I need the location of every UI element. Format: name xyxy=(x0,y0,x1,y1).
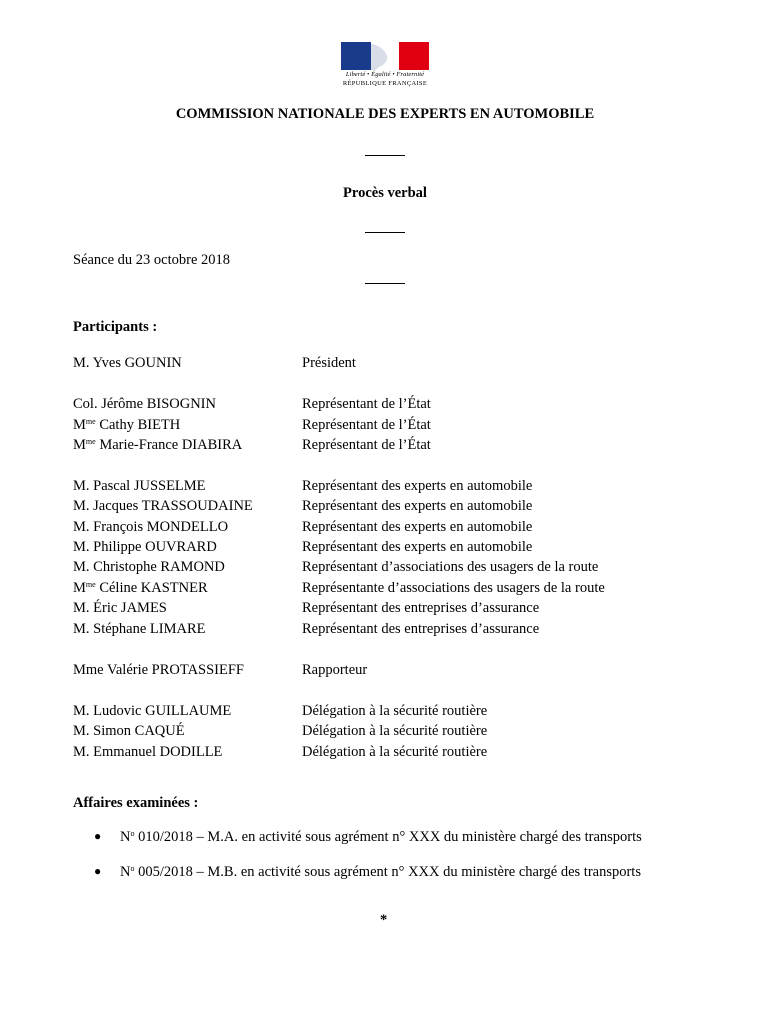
logo-motto: Liberté • Égalité • Fraternité xyxy=(345,71,425,78)
participant-name xyxy=(73,437,242,454)
participant-row xyxy=(73,559,693,579)
participant-full-name: Jacques TRASSOUDAINE xyxy=(93,498,253,514)
participant-name xyxy=(73,519,228,536)
participant-title-prefix: M xyxy=(73,417,86,433)
participant-title-prefix: M xyxy=(73,437,86,453)
document-subtitle: Procès verbal xyxy=(343,185,427,201)
participant-full-name: Ludovic GUILLAUME xyxy=(93,703,232,719)
participant-name xyxy=(73,703,231,720)
participant-role: Représentant des entreprises d’assurance xyxy=(302,600,540,616)
participant-title-prefix: Col. xyxy=(73,396,102,412)
participant-title-prefix: M. xyxy=(73,744,94,760)
participant-title-superscript: me xyxy=(85,437,96,446)
participant-name xyxy=(73,621,206,638)
participant-title-prefix: M. xyxy=(73,723,94,739)
participant-row xyxy=(73,417,693,437)
participants-heading: Participants : xyxy=(73,319,158,335)
participant-row xyxy=(73,703,693,723)
participant-full-name: Jérôme BISOGNIN xyxy=(101,396,216,412)
case-number-prefix: N xyxy=(120,829,131,845)
logo-country-name: RÉPUBLIQUE FRANÇAISE xyxy=(342,80,428,87)
participant-row xyxy=(73,355,693,375)
participant-row xyxy=(73,621,693,641)
participant-role: Représentant d’associations des usagers de la route xyxy=(302,559,599,575)
participant-title-prefix: M. xyxy=(73,621,94,637)
participant-role: Délégation à la sécurité routière xyxy=(302,723,488,739)
case-number-superscript: o xyxy=(130,864,135,873)
participant-role: Rapporteur xyxy=(302,662,368,678)
participant-full-name: Éric JAMES xyxy=(93,600,167,616)
participant-full-name: Emmanuel DODILLE xyxy=(93,744,223,760)
session-date: Séance du 23 octobre 2018 xyxy=(73,252,231,268)
participant-title-superscript: me xyxy=(85,580,96,589)
participant-role: Représentante d’associations des usagers de la route xyxy=(302,580,605,596)
participant-name xyxy=(73,662,244,679)
participant-title-prefix: Mme xyxy=(73,662,107,678)
participant-title-prefix: M xyxy=(73,580,86,596)
participant-name xyxy=(73,600,167,617)
bullet-icon: ● xyxy=(94,829,102,843)
participant-full-name: François MONDELLO xyxy=(93,519,229,535)
case-number-prefix: N xyxy=(120,864,131,880)
participant-name xyxy=(73,744,222,761)
participant-name xyxy=(73,417,180,434)
participant-title-prefix: M. xyxy=(73,355,93,371)
separator-line xyxy=(365,155,405,156)
separator-line xyxy=(365,283,405,284)
participant-full-name: Céline KASTNER xyxy=(95,580,208,596)
participant-title-superscript: me xyxy=(85,417,96,426)
participant-role: Président xyxy=(302,355,356,371)
participant-full-name: Pascal JUSSELME xyxy=(93,478,206,494)
bullet-icon: ● xyxy=(94,864,102,878)
participant-role: Représentant des experts en automobile xyxy=(302,498,533,514)
participant-title-prefix: M. xyxy=(73,539,94,555)
participant-role: Délégation à la sécurité routière xyxy=(302,744,488,760)
marianne-logo xyxy=(341,42,429,94)
participant-role: Représentant de l’État xyxy=(302,437,431,453)
participant-full-name: Marie-France DIABIRA xyxy=(95,437,243,453)
participant-row xyxy=(73,478,693,498)
participant-row xyxy=(73,539,693,559)
participant-role: Délégation à la sécurité routière xyxy=(302,703,488,719)
participant-role: Représentant de l’État xyxy=(302,396,431,412)
participant-full-name: Philippe OUVRARD xyxy=(93,539,217,555)
participant-title-prefix: M. xyxy=(73,703,94,719)
participant-name xyxy=(73,539,217,556)
separator-line xyxy=(365,232,405,233)
participant-name xyxy=(73,478,206,495)
participant-role: Représentant des experts en automobile xyxy=(302,478,533,494)
participant-row xyxy=(73,662,693,682)
participant-role: Représentant des experts en automobile xyxy=(302,539,533,555)
participant-row xyxy=(73,600,693,620)
marianne-flag-icon xyxy=(341,42,429,70)
participant-title-prefix: M. xyxy=(73,498,94,514)
end-asterisk: * xyxy=(380,912,388,928)
participant-row xyxy=(73,498,693,518)
participant-full-name: Simon CAQUÉ xyxy=(93,723,185,739)
participant-full-name: Yves GOUNIN xyxy=(92,355,182,371)
participant-full-name: Valérie PROTASSIEFF xyxy=(106,662,244,678)
participant-name xyxy=(73,580,208,597)
participant-title-prefix: M. xyxy=(73,600,94,616)
case-description: 010/2018 – M.A. en activité sous agrément n° XXX du ministère chargé des transports xyxy=(134,829,642,845)
participant-row xyxy=(73,519,693,539)
participant-full-name: Christophe RAMOND xyxy=(93,559,225,575)
case-text xyxy=(120,829,642,846)
participant-row xyxy=(73,580,693,600)
participant-title-prefix: M. xyxy=(73,559,94,575)
participant-row xyxy=(73,396,693,416)
case-number-superscript: o xyxy=(130,829,135,838)
participant-role: Représentant des experts en automobile xyxy=(302,519,533,535)
participant-role: Représentant des entreprises d’assurance xyxy=(302,621,540,637)
participant-name xyxy=(73,355,182,372)
participant-role: Représentant de l’État xyxy=(302,417,431,433)
participant-row xyxy=(73,744,693,764)
participant-name xyxy=(73,559,225,576)
cases-heading: Affaires examinées : xyxy=(73,795,199,811)
case-text xyxy=(120,864,641,881)
document-title: COMMISSION NATIONALE DES EXPERTS EN AUTOMOBILE xyxy=(175,106,595,122)
participant-full-name: Stéphane LIMARE xyxy=(93,621,206,637)
participant-title-prefix: M. xyxy=(73,519,94,535)
participant-title-prefix: M. xyxy=(73,478,94,494)
participant-full-name: Cathy BIETH xyxy=(95,417,181,433)
participant-name xyxy=(73,723,185,740)
participant-name xyxy=(73,498,253,515)
case-description: 005/2018 – M.B. en activité sous agrément n° XXX du ministère chargé des transports xyxy=(134,864,641,880)
participant-row xyxy=(73,723,693,743)
participant-name xyxy=(73,396,216,413)
participant-row xyxy=(73,437,693,457)
